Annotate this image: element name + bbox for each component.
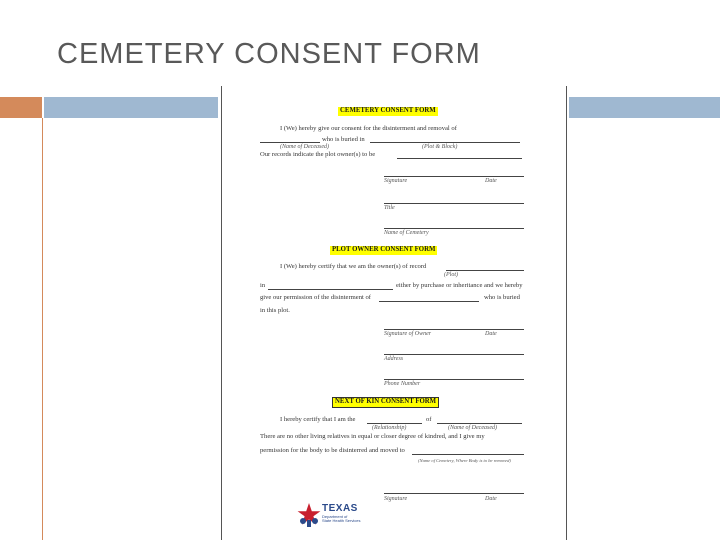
plot-owner-line-4: in this plot. xyxy=(260,307,290,314)
logo-subtitle-line-1: Department of xyxy=(322,514,348,519)
plot-owner-consent-heading: PLOT OWNER CONSENT FORM xyxy=(332,246,436,253)
kin-line-1-prefix: I hereby certify that I am the xyxy=(280,416,356,423)
cemetery-in-line xyxy=(268,289,393,290)
owner-phone-label: Phone Number xyxy=(384,381,421,387)
texas-star-icon xyxy=(296,502,322,528)
relationship-line xyxy=(367,423,422,424)
cemetery-date-label: Date xyxy=(485,178,497,184)
label-name-deceased: (Name of Deceased) xyxy=(280,144,329,150)
kin-deceased-line xyxy=(437,423,522,424)
document-edge-right xyxy=(566,86,567,540)
plot-owner-line-2-prefix: in xyxy=(260,282,266,289)
kin-signature-label: Signature xyxy=(384,496,408,502)
kin-label-name-deceased: (Name of Deceased) xyxy=(448,425,497,431)
name-deceased-line xyxy=(260,142,320,143)
kin-line-1-mid: of xyxy=(426,416,432,423)
owner-address-label: Address xyxy=(384,356,404,362)
plot-label: (Plot) xyxy=(444,272,458,278)
consent-form-document xyxy=(222,86,566,540)
accent-band-left xyxy=(0,97,42,118)
owner-signature-label: Signature of Owner xyxy=(384,331,432,337)
disinterment-name-line xyxy=(379,301,479,302)
kin-signature-line xyxy=(384,493,524,494)
cemetery-consent-heading: CEMETERY CONSENT FORM xyxy=(340,107,436,114)
cemetery-line-3: Our records indicate the plot owner(s) to be xyxy=(260,151,376,158)
destination-line xyxy=(412,454,524,455)
cemetery-name-label: Name of Cemetery xyxy=(384,230,429,236)
accent-band-right xyxy=(569,97,720,118)
plot-owner-line-3-suffix: who is buried xyxy=(484,294,520,301)
label-relationship: (Relationship) xyxy=(372,425,407,431)
plot-owner-line-3-prefix: give our permission of the disinterment of xyxy=(260,294,371,301)
cemetery-title-line xyxy=(384,203,524,204)
plot-owner-line-2-suffix: either by purchase or inheritance and we hereby xyxy=(396,282,523,289)
label-destination: (Name of Cemetery, Where Body is to be removed) xyxy=(418,458,511,463)
label-plot-block: (Plot & Block) xyxy=(422,144,458,150)
slide-title: CEMETERY CONSENT FORM xyxy=(57,38,481,70)
cemetery-name-line xyxy=(384,228,524,229)
cemetery-line-1: I (We) hereby give our consent for the disinterment and removal of xyxy=(280,125,457,132)
next-of-kin-consent-heading: NEXT OF KIN CONSENT FORM xyxy=(332,397,439,408)
logo-subtitle-line-2: State Health Services xyxy=(322,518,361,524)
texas-dshs-logo xyxy=(296,502,416,530)
owner-date-label: Date xyxy=(485,331,497,337)
owner-phone-line xyxy=(384,379,524,380)
plot-owner-line xyxy=(397,158,522,159)
cemetery-signature-line xyxy=(384,176,524,177)
kin-line-3: permission for the body to be disinterred and moved to xyxy=(260,447,405,454)
owner-address-line xyxy=(384,354,524,355)
logo-wordmark: TEXAS xyxy=(322,503,358,514)
plot-line xyxy=(446,270,524,271)
logo-subtitle xyxy=(322,515,360,524)
cemetery-signature-label: Signature xyxy=(384,178,408,184)
plot-block-line xyxy=(370,142,520,143)
kin-line-2: There are no other living relatives in equal or closer degree of kindred, and I give my xyxy=(260,433,485,440)
cemetery-line-2: who is buried in xyxy=(322,136,365,143)
accent-vertical-line xyxy=(42,118,43,540)
cemetery-title-label: Title xyxy=(384,205,395,211)
owner-signature-line xyxy=(384,329,524,330)
kin-date-label: Date xyxy=(485,496,497,502)
plot-owner-line-1: I (We) hereby certify that we am the owner(s) of record xyxy=(280,263,427,270)
accent-band-middle xyxy=(44,97,218,118)
